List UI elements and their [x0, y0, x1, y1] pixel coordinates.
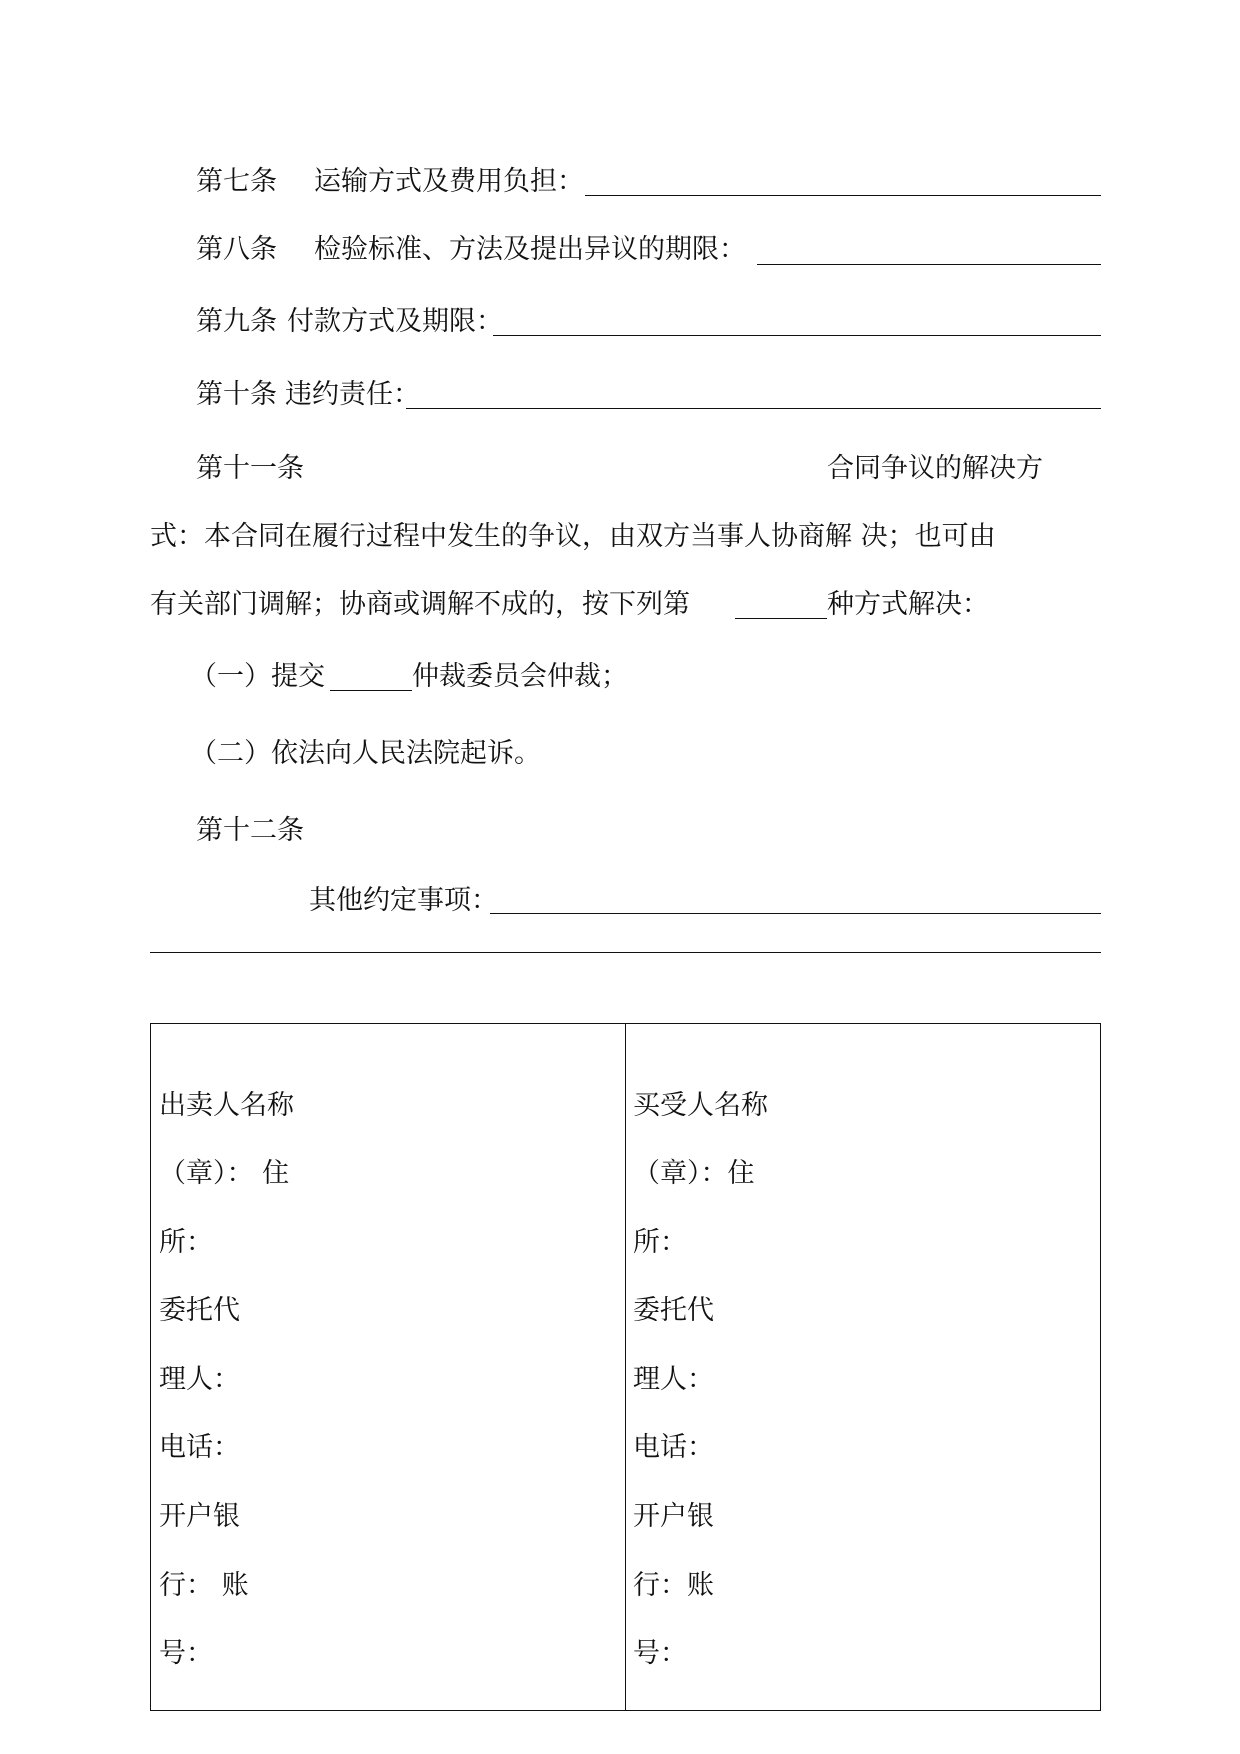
article-8-number: 第八条	[196, 234, 277, 265]
arbitration-commission-blank[interactable]	[330, 690, 412, 691]
option-1-prefix: （一）提交	[190, 661, 325, 692]
buyer-agent-label-2: 理人：	[633, 1364, 714, 1395]
seller-name-label: 出卖人名称	[159, 1090, 294, 1121]
table-divider	[625, 1024, 626, 1710]
seller-seal-address-label: （章）： 住	[159, 1158, 290, 1189]
option-2: （二）依法向人民法院起诉。	[190, 738, 541, 769]
article-12-number: 第十二条	[196, 815, 304, 846]
signature-table	[150, 1023, 1101, 1711]
article-12-continuation-line[interactable]	[150, 952, 1101, 953]
seller-agent-label-1: 委托代	[159, 1295, 240, 1326]
seller-account-label: 号：	[159, 1638, 213, 1669]
article-9-text: 付款方式及期限：	[287, 306, 503, 337]
article-11-number: 第十一条	[196, 453, 304, 484]
article-10-number: 第十条	[196, 379, 277, 410]
article-9-blank[interactable]	[493, 335, 1101, 336]
article-9-number: 第九条	[196, 306, 277, 337]
article-11-line-3b: 种方式解决：	[827, 589, 989, 620]
article-10-text: 违约责任：	[285, 379, 420, 410]
article-10-blank[interactable]	[406, 408, 1101, 409]
article-7-text: 运输方式及费用负担：	[314, 166, 584, 197]
buyer-bank-label-1: 开户银	[633, 1501, 714, 1532]
seller-agent-label-2: 理人：	[159, 1364, 240, 1395]
article-7-blank[interactable]	[585, 195, 1101, 196]
article-8-blank[interactable]	[757, 264, 1101, 265]
article-8-text: 检验标准、方法及提出异议的期限：	[314, 234, 746, 265]
article-12-text: 其他约定事项：	[309, 885, 498, 916]
buyer-account-label: 号：	[633, 1638, 687, 1669]
buyer-seal-address-label: （章）：住	[633, 1158, 755, 1189]
article-11-line-2: 式：本合同在履行过程中发生的争议，由双方当事人协商解 决；也可由	[150, 521, 996, 552]
method-number-blank[interactable]	[735, 618, 827, 619]
seller-bank-label-1: 开户银	[159, 1501, 240, 1532]
buyer-phone-label: 电话：	[633, 1432, 714, 1463]
seller-phone-label: 电话：	[159, 1432, 240, 1463]
seller-address-label: 所：	[159, 1227, 213, 1258]
buyer-address-label: 所：	[633, 1227, 687, 1258]
buyer-agent-label-1: 委托代	[633, 1295, 714, 1326]
buyer-name-label: 买受人名称	[633, 1090, 768, 1121]
article-12-blank[interactable]	[490, 913, 1101, 914]
article-7-number: 第七条	[196, 166, 277, 197]
article-11-title: 合同争议的解决方	[827, 453, 1043, 484]
buyer-bank-account-label: 行：账	[633, 1570, 714, 1601]
article-11-line-3a: 有关部门调解；协商或调解不成的，按下列第	[150, 589, 690, 620]
option-1-suffix: 仲裁委员会仲裁；	[412, 661, 628, 692]
seller-bank-account-label: 行： 账	[159, 1570, 249, 1601]
